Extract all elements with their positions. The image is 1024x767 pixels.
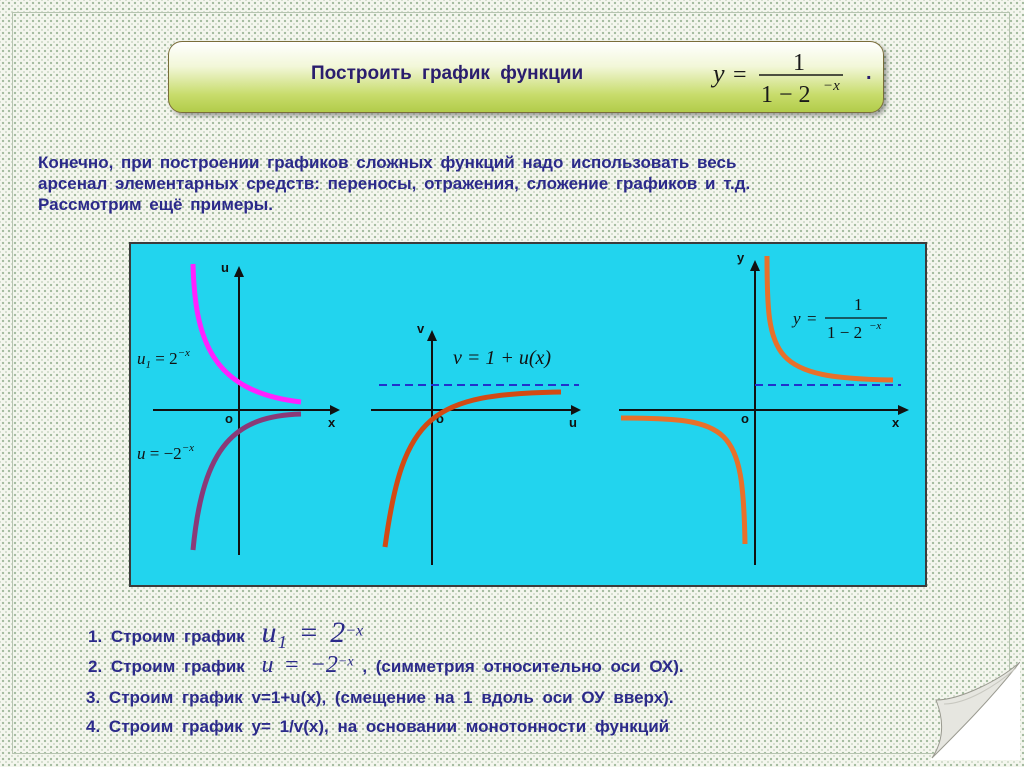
step-2-text: Строим график [110,657,245,676]
svg-text:1: 1 [854,295,863,314]
title-formula-exponent: −x [823,78,840,94]
title-formula-eq: = [733,62,747,88]
graph2-x-arrow [571,405,581,415]
title-formula-denominator: 1 − 2 [761,82,811,108]
graph1-label-u1: $u_1 = 2^{-x}$ [137,347,190,371]
graph2-curve-label: v = 1 + u(x) [453,347,552,369]
svg-text:−x: −x [869,320,882,332]
step-1-exponent: −x [345,622,364,640]
title-formula-lhs: y [713,59,725,88]
step-4-number: 4. [86,717,101,736]
step-1-formula: u₁ = 2 [261,616,346,649]
graph3-y-arrow [750,260,760,271]
graph1-label-u: $u = -2^{-x}$ [137,442,194,463]
graph2-y-label: v [417,321,425,336]
graph1-curve-u1 [193,264,301,402]
graph1-y-arrow [234,266,244,277]
step-4-text: Строим график y= 1/v(x), на основании монотонности функций [108,717,670,736]
title-text: Построить график функции [311,63,584,84]
title-formula [709,44,849,110]
step-3-number: 3. [86,688,101,707]
graph1-x-arrow [330,405,340,415]
graph3-x-label: x [892,415,900,430]
intro-paragraph [38,152,998,215]
graph3-curve-label [791,295,887,342]
title-dot: . [866,62,872,84]
step-3-text: Строим график v=1+u(x), (смещение на 1 вдоль оси ОУ вверх). [108,688,674,707]
graph1-y-label: u [221,260,229,275]
graph1-origin-label: o [225,411,233,426]
step-2-exponent: −x [337,654,354,670]
step-2-formula: u = −2 [261,652,338,678]
step-1 [88,616,363,650]
svg-text:=: = [807,309,817,328]
intro-line-2: арсенал элементарных средств: переносы, отражения, сложение графиков и т.д. [38,174,751,193]
step-4 [86,717,669,737]
page-curl-decoration [930,660,1020,760]
svg-text:y: y [793,309,801,328]
title-formula-numerator: 1 [793,50,805,76]
graph-2 [371,321,581,565]
step-2 [88,652,684,679]
step-2-tail: , (симметрия относительно оси ОХ). [362,657,684,676]
intro-line-1: Конечно, при построении графиков сложных функций надо использовать весь [38,153,737,172]
graph3-origin-label: o [741,411,749,426]
graph2-origin-label: o [436,411,444,426]
step-2-number: 2. [88,657,103,676]
graph-3 [619,250,909,565]
graph3-curve-left [621,418,745,544]
graph2-y-arrow [427,330,437,341]
step-1-number: 1. [88,627,103,646]
graph1-curve-u [193,414,301,550]
graph-1 [137,260,340,555]
graph3-y-label: y [737,250,745,265]
step-3 [86,688,674,708]
graph1-x-label: x [328,415,336,430]
graph-panel [129,242,927,587]
step-1-text: Строим график [110,627,245,646]
graph2-curve [385,392,561,547]
graph3-x-arrow [898,405,909,415]
intro-line-3: Рассмотрим ещё примеры. [38,195,273,214]
graph2-x-label: u [569,415,577,430]
svg-text:1 − 2: 1 − 2 [827,323,863,342]
title-box [168,41,884,113]
graphs-svg [131,244,925,585]
